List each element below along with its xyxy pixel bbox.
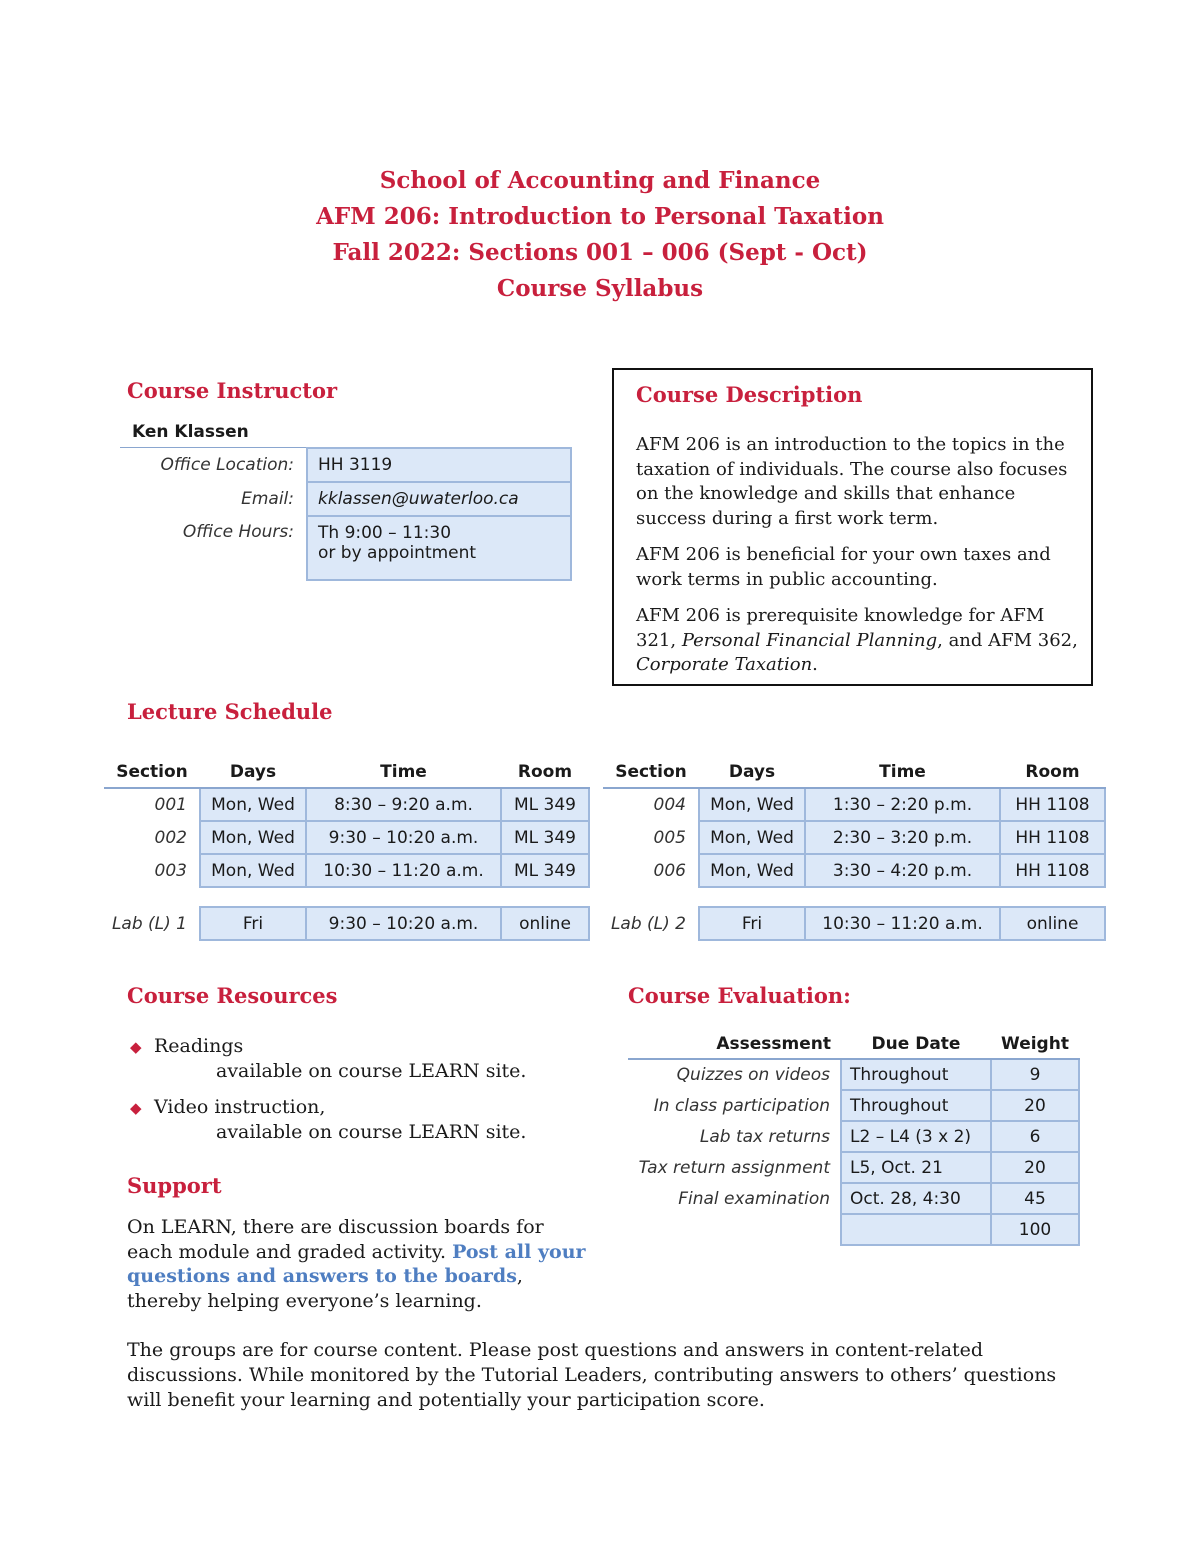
total-row — [628, 1214, 1079, 1245]
due-cell: L2 – L4 (3 x 2) — [841, 1121, 991, 1152]
syllabus-label: Course Syllabus — [496, 275, 704, 302]
resource-detail: available on course LEARN site. — [216, 1060, 527, 1082]
assessment-cell: In class participation — [653, 1095, 830, 1116]
instructor-info-table — [120, 447, 572, 581]
table-row — [603, 788, 1105, 821]
col-section: Section — [603, 757, 699, 788]
due-cell: Throughout — [841, 1090, 991, 1121]
discussion-note-paragraph: The groups are for course content. Please post questions and answers in content-related discussions. While monitored by the Tutorial Leaders, contributing answers to others’ questions will benefit your learning and potentially your participation score. — [127, 1339, 1057, 1411]
col-days: Days — [699, 757, 805, 788]
col-assessment: Assessment — [628, 1030, 841, 1059]
support-highlight: Post all your questions and answers to the boards — [127, 1240, 586, 1287]
time-cell: 1:30 – 2:20 p.m. — [805, 788, 1000, 821]
description-paragraph-2: AFM 206 is beneficial for your own taxes and work terms in public accounting. — [636, 544, 1051, 590]
room-cell: HH 1108 — [1000, 821, 1105, 854]
office-hours-value — [307, 516, 571, 580]
resource-title: Video instruction, — [154, 1096, 326, 1118]
col-due-date: Due Date — [841, 1030, 991, 1059]
term-sections: Fall 2022: Sections 001 – 006 (Sept - Oct) — [332, 239, 868, 266]
col-weight: Weight — [991, 1030, 1079, 1059]
time-cell: 3:30 – 4:20 p.m. — [805, 854, 1000, 887]
assessment-cell: Lab tax returns — [699, 1126, 830, 1147]
weight-cell: 20 — [991, 1152, 1079, 1183]
table-row — [628, 1183, 1079, 1214]
table-row — [603, 854, 1105, 887]
assessment-cell — [628, 1214, 841, 1245]
section-cell: 002 — [154, 827, 187, 848]
office-location-label: Office Location: — [160, 455, 294, 475]
office-hours-line1: Th 9:00 – 11:30 — [318, 523, 452, 543]
document-title-block — [0, 163, 1200, 307]
assessment-cell: Quizzes on videos — [676, 1065, 830, 1085]
email-value[interactable]: kklassen@uwaterloo.ca — [307, 482, 571, 516]
office-hours-label: Office Hours: — [182, 522, 294, 542]
office-hours-line2: or by appointment — [318, 543, 477, 563]
weight-cell: 6 — [991, 1121, 1079, 1152]
evaluation-heading: Course Evaluation: — [628, 983, 851, 1008]
assessment-cell: Tax return assignment — [638, 1157, 830, 1178]
diamond-bullet-icon: ◆ — [130, 1038, 142, 1056]
resource-title: Readings — [154, 1035, 244, 1057]
time-cell: 10:30 – 11:20 a.m. — [306, 854, 501, 887]
room-cell: ML 349 — [501, 788, 589, 821]
p3-text-e: . — [812, 654, 818, 675]
table-row — [104, 854, 589, 887]
p3-course-362-title: Corporate Taxation — [636, 654, 813, 675]
table-row — [603, 821, 1105, 854]
table-row — [104, 821, 589, 854]
col-section: Section — [104, 757, 200, 788]
time-cell: 2:30 – 3:20 p.m. — [805, 821, 1000, 854]
school-name: School of Accounting and Finance — [379, 167, 821, 194]
weight-cell: 9 — [991, 1059, 1079, 1090]
instructor-name: Ken Klassen — [132, 422, 249, 442]
list-item — [130, 1095, 325, 1121]
support-text-b: , thereby helping everyone’s learning. — [127, 1265, 523, 1312]
lecture-schedule-heading: Lecture Schedule — [127, 699, 333, 724]
p3-course-321-title: Personal Financial Planning — [681, 629, 938, 651]
table-row — [628, 1090, 1079, 1121]
due-cell — [841, 1214, 991, 1245]
table-row — [104, 788, 589, 821]
section-cell: 004 — [653, 795, 686, 815]
weight-cell: 20 — [991, 1090, 1079, 1121]
support-text-a: On LEARN, there are discussion boards for each module and graded activity. — [127, 1216, 544, 1263]
col-room: Room — [501, 757, 589, 788]
section-cell: 006 — [653, 860, 686, 881]
support-heading: Support — [127, 1173, 222, 1198]
time-cell: 9:30 – 10:20 a.m. — [306, 907, 501, 940]
evaluation-table — [628, 1030, 1080, 1246]
description-paragraph-1: AFM 206 is an introduction to the topics in the taxation of individuals. The course also focuses on the knowledge and skills that enhance success during a first work term. — [636, 434, 1068, 529]
schedule-table-right — [603, 757, 1106, 941]
col-time: Time — [306, 757, 501, 788]
days-cell: Mon, Wed — [200, 854, 306, 887]
section-cell: 005 — [653, 827, 686, 848]
due-cell: Throughout — [841, 1059, 991, 1090]
section-cell: Lab (L) 1 — [111, 913, 187, 934]
instructor-heading: Course Instructor — [127, 378, 338, 403]
section-cell: 003 — [154, 860, 187, 881]
days-cell: Mon, Wed — [200, 821, 306, 854]
section-cell: Lab (L) 2 — [610, 913, 686, 934]
time-cell: 9:30 – 10:20 a.m. — [306, 821, 501, 854]
col-days: Days — [200, 757, 306, 788]
col-room: Room — [1000, 757, 1105, 788]
days-cell: Fri — [200, 907, 306, 940]
due-cell: Oct. 28, 4:30 — [841, 1183, 991, 1214]
table-row — [628, 1152, 1079, 1183]
days-cell: Mon, Wed — [200, 788, 306, 821]
table-row — [628, 1121, 1079, 1152]
resources-heading: Course Resources — [127, 983, 338, 1008]
room-cell: HH 1108 — [1000, 854, 1105, 887]
course-title: AFM 206: Introduction to Personal Taxation — [316, 203, 884, 230]
room-cell: HH 1108 — [1000, 788, 1105, 821]
table-row — [628, 1059, 1079, 1090]
days-cell: Mon, Wed — [699, 854, 805, 887]
total-weight-cell: 100 — [991, 1214, 1079, 1245]
section-cell: 001 — [154, 795, 187, 815]
email-label: Email: — [241, 489, 294, 509]
table-row — [104, 907, 589, 940]
col-time: Time — [805, 757, 1000, 788]
room-cell: ML 349 — [501, 854, 589, 887]
resource-detail: available on course LEARN site. — [216, 1121, 527, 1143]
room-cell: online — [1000, 907, 1105, 940]
room-cell: online — [501, 907, 589, 940]
office-location-value: HH 3119 — [307, 448, 571, 482]
list-item — [130, 1034, 243, 1060]
p3-text-c: , and AFM 362, — [937, 629, 1078, 651]
room-cell: ML 349 — [501, 821, 589, 854]
description-paragraph-3 — [636, 604, 1086, 678]
diamond-bullet-icon: ◆ — [130, 1099, 142, 1117]
time-cell: 10:30 – 11:20 a.m. — [805, 907, 1000, 940]
course-description-box — [612, 368, 1093, 686]
assessment-cell: Final examination — [678, 1188, 830, 1209]
time-cell: 8:30 – 9:20 a.m. — [306, 788, 501, 821]
description-heading: Course Description — [636, 382, 863, 407]
days-cell: Fri — [699, 907, 805, 940]
due-cell: L5, Oct. 21 — [841, 1152, 991, 1183]
days-cell: Mon, Wed — [699, 788, 805, 821]
p3-text-a: AFM 206 is prerequisite knowledge for AFM 321, — [636, 605, 1045, 651]
schedule-table-left — [104, 757, 590, 941]
table-row — [603, 907, 1105, 940]
weight-cell: 45 — [991, 1183, 1079, 1214]
days-cell: Mon, Wed — [699, 821, 805, 854]
support-paragraph — [127, 1215, 587, 1313]
